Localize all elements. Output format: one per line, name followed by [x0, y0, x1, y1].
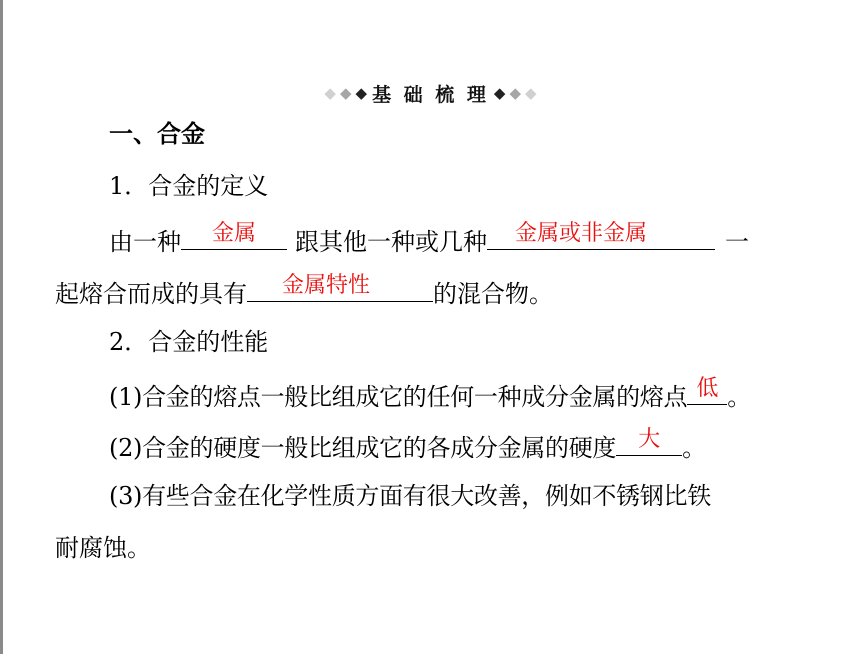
blank-answer: 大: [638, 427, 660, 452]
diamond-mid-icon: ◆: [339, 84, 352, 102]
blank-answer: 金属: [211, 221, 256, 246]
definition-text: 跟其他一种或几种: [295, 228, 487, 256]
property-text: (2)合金的硬度一般比组成它的各成分金属的硬度: [109, 434, 617, 462]
blank-answer: 金属特性: [282, 273, 371, 298]
item2-title: 2．合金的性能: [109, 328, 269, 356]
definition-text: 起熔合而成的具有: [55, 280, 247, 308]
property-line-1: [109, 378, 751, 412]
fill-blank: [247, 275, 433, 302]
fill-blank: [687, 378, 727, 405]
property-text: 。: [682, 434, 706, 462]
definition-text: 由一种: [109, 228, 181, 256]
blank-answer: 低: [696, 376, 719, 401]
property-line-3: (3)有些合金在化学性质方面有很大改善，例如不锈钢比铁: [109, 482, 711, 510]
definition-line-2: [55, 275, 553, 309]
fill-blank: [181, 223, 287, 250]
definition-text: 的混合物。: [433, 280, 553, 308]
section-header: [0, 80, 861, 106]
fill-blank: [616, 429, 682, 456]
diamond-mid-icon: ◆: [509, 84, 522, 102]
definition-text: 一: [725, 228, 749, 256]
item1-title: 1．合金的定义: [109, 172, 269, 200]
fill-blank: [487, 223, 715, 250]
property-text: (1)合金的熔点一般比组成它的任何一种成分金属的熔点: [109, 383, 688, 411]
header-title: 基 础 梳 理: [372, 83, 489, 106]
property-line-4: 耐腐蚀。: [55, 534, 151, 562]
definition-line-1: [109, 223, 749, 257]
diamond-light-icon: ◆: [525, 84, 537, 102]
diamond-dark-icon: ◆: [493, 84, 506, 102]
property-text: 。: [727, 383, 751, 411]
section-heading: 一、合金: [109, 119, 205, 148]
property-line-2: [109, 429, 706, 463]
diamond-light-icon: ◆: [324, 84, 336, 102]
diamond-dark-icon: ◆: [355, 84, 368, 102]
blank-answer: 金属或非金属: [515, 221, 648, 246]
